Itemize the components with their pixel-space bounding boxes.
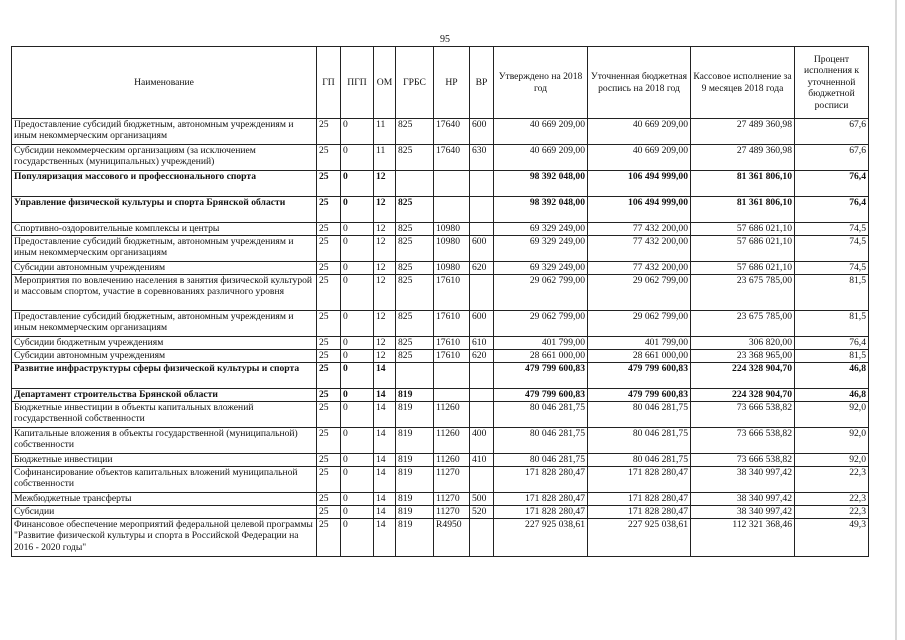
cell-vr: 600	[470, 311, 494, 337]
cell-updated: 106 494 999,00	[588, 171, 691, 197]
cell-grbs: 825	[396, 223, 434, 236]
cell-executed: 224 328 904,70	[691, 363, 795, 389]
cell-percent: 81,5	[795, 350, 869, 363]
cell-nr: 11270	[434, 467, 470, 493]
cell-om: 12	[374, 337, 396, 350]
cell-grbs: 819	[396, 467, 434, 493]
cell-nr	[434, 171, 470, 197]
cell-executed: 73 666 538,82	[691, 428, 795, 454]
cell-grbs: 825	[396, 337, 434, 350]
cell-name: Субсидии автономным учреждениям	[12, 350, 317, 363]
cell-grbs: 819	[396, 454, 434, 467]
cell-percent: 67,6	[795, 119, 869, 145]
table-row	[12, 145, 869, 171]
cell-updated: 171 828 280,47	[588, 493, 691, 506]
cell-vr: 400	[470, 428, 494, 454]
cell-nr: 17640	[434, 119, 470, 145]
cell-grbs: 825	[396, 311, 434, 337]
cell-name: Предоставление субсидий бюджетным, автономным учреждениям и иным некоммерческим организациям	[12, 311, 317, 337]
cell-updated: 77 432 200,00	[588, 262, 691, 275]
col-approved: Утверждено на 2018 год	[494, 47, 588, 119]
cell-name: Департамент строительства Брянской области	[12, 389, 317, 402]
cell-approved: 40 669 209,00	[494, 119, 588, 145]
cell-updated: 479 799 600,83	[588, 389, 691, 402]
cell-pgp: 0	[341, 236, 374, 262]
cell-pgp: 0	[341, 119, 374, 145]
cell-approved: 80 046 281,75	[494, 428, 588, 454]
cell-pgp: 0	[341, 363, 374, 389]
cell-executed: 73 666 538,82	[691, 454, 795, 467]
cell-om: 12	[374, 350, 396, 363]
cell-percent: 46,8	[795, 389, 869, 402]
cell-vr	[470, 275, 494, 311]
cell-grbs: 825	[396, 350, 434, 363]
cell-pgp: 0	[341, 389, 374, 402]
cell-percent: 92,0	[795, 428, 869, 454]
cell-nr: 11260	[434, 428, 470, 454]
cell-executed: 112 321 368,46	[691, 519, 795, 557]
cell-name: Мероприятия по вовлечению населения в занятия физической культурой и массовым спортом, участие в соревнованиях различного уровня	[12, 275, 317, 311]
cell-nr: 11260	[434, 402, 470, 428]
cell-nr: 17610	[434, 350, 470, 363]
table-row	[12, 402, 869, 428]
cell-approved: 69 329 249,00	[494, 223, 588, 236]
table-row	[12, 311, 869, 337]
cell-nr: 17610	[434, 275, 470, 311]
cell-executed: 23 675 785,00	[691, 311, 795, 337]
cell-nr: 17640	[434, 145, 470, 171]
cell-approved: 40 669 209,00	[494, 145, 588, 171]
cell-gp: 25	[317, 428, 341, 454]
cell-executed: 81 361 806,10	[691, 197, 795, 223]
cell-om: 12	[374, 223, 396, 236]
table-row	[12, 223, 869, 236]
cell-name: Развитие инфраструктуры сферы физической культуры и спорта	[12, 363, 317, 389]
table-row	[12, 467, 869, 493]
cell-vr: 620	[470, 262, 494, 275]
cell-pgp: 0	[341, 337, 374, 350]
cell-vr: 610	[470, 337, 494, 350]
cell-executed: 224 328 904,70	[691, 389, 795, 402]
cell-percent: 92,0	[795, 402, 869, 428]
cell-grbs	[396, 171, 434, 197]
cell-gp: 25	[317, 402, 341, 428]
cell-percent: 74,5	[795, 262, 869, 275]
cell-executed: 23 675 785,00	[691, 275, 795, 311]
cell-nr: 11270	[434, 493, 470, 506]
cell-percent: 81,5	[795, 311, 869, 337]
cell-executed: 23 368 965,00	[691, 350, 795, 363]
cell-vr	[470, 519, 494, 557]
cell-nr: 11270	[434, 506, 470, 519]
cell-om: 11	[374, 119, 396, 145]
cell-gp: 25	[317, 262, 341, 275]
cell-grbs: 825	[396, 262, 434, 275]
cell-updated: 106 494 999,00	[588, 197, 691, 223]
cell-grbs: 819	[396, 428, 434, 454]
cell-name: Популяризация массового и профессионального спорта	[12, 171, 317, 197]
cell-executed: 81 361 806,10	[691, 171, 795, 197]
cell-om: 12	[374, 311, 396, 337]
cell-executed: 38 340 997,42	[691, 506, 795, 519]
col-executed: Кассовое исполнение за 9 месяцев 2018 года	[691, 47, 795, 119]
cell-executed: 27 489 360,98	[691, 119, 795, 145]
cell-percent: 76,4	[795, 171, 869, 197]
col-grbs: ГРБС	[396, 47, 434, 119]
cell-gp: 25	[317, 119, 341, 145]
cell-updated: 77 432 200,00	[588, 223, 691, 236]
cell-grbs: 819	[396, 402, 434, 428]
cell-gp: 25	[317, 311, 341, 337]
cell-gp: 25	[317, 454, 341, 467]
cell-approved: 80 046 281,75	[494, 402, 588, 428]
cell-name: Управление физической культуры и спорта Брянской области	[12, 197, 317, 223]
cell-pgp: 0	[341, 519, 374, 557]
table-row	[12, 171, 869, 197]
col-name: Наименование	[12, 47, 317, 119]
cell-nr	[434, 363, 470, 389]
cell-grbs: 819	[396, 506, 434, 519]
cell-grbs	[396, 363, 434, 389]
cell-vr: 630	[470, 145, 494, 171]
cell-vr	[470, 223, 494, 236]
cell-pgp: 0	[341, 311, 374, 337]
cell-name: Субсидии автономным учреждениям	[12, 262, 317, 275]
cell-approved: 80 046 281,75	[494, 454, 588, 467]
cell-grbs: 819	[396, 389, 434, 402]
cell-executed: 306 820,00	[691, 337, 795, 350]
col-pgp: ПГП	[341, 47, 374, 119]
cell-gp: 25	[317, 519, 341, 557]
cell-om: 14	[374, 519, 396, 557]
col-nr: НР	[434, 47, 470, 119]
cell-om: 12	[374, 171, 396, 197]
cell-vr: 410	[470, 454, 494, 467]
cell-name: Спортивно-оздоровительные комплексы и центры	[12, 223, 317, 236]
table-row	[12, 119, 869, 145]
cell-grbs: 825	[396, 145, 434, 171]
cell-om: 14	[374, 467, 396, 493]
cell-vr	[470, 402, 494, 428]
table-row	[12, 350, 869, 363]
cell-percent: 22,3	[795, 506, 869, 519]
table-row	[12, 428, 869, 454]
cell-vr: 620	[470, 350, 494, 363]
cell-approved: 29 062 799,00	[494, 275, 588, 311]
cell-nr	[434, 197, 470, 223]
cell-gp: 25	[317, 506, 341, 519]
cell-om: 14	[374, 454, 396, 467]
cell-gp: 25	[317, 197, 341, 223]
cell-nr: 11260	[434, 454, 470, 467]
cell-om: 12	[374, 197, 396, 223]
cell-percent: 46,8	[795, 363, 869, 389]
table-row	[12, 197, 869, 223]
scan-edge	[895, 0, 897, 640]
cell-percent: 49,3	[795, 519, 869, 557]
cell-gp: 25	[317, 493, 341, 506]
table-row	[12, 493, 869, 506]
table-row	[12, 363, 869, 389]
table-row	[12, 262, 869, 275]
cell-om: 14	[374, 428, 396, 454]
cell-grbs: 819	[396, 493, 434, 506]
cell-gp: 25	[317, 389, 341, 402]
table-row	[12, 389, 869, 402]
table-row	[12, 236, 869, 262]
cell-name: Финансовое обеспечение мероприятий федеральной целевой программы "Развитие физической культуры и спорта в Российской Федерации на 2016 - 2020 годы"	[12, 519, 317, 557]
cell-updated: 80 046 281,75	[588, 454, 691, 467]
cell-updated: 28 661 000,00	[588, 350, 691, 363]
cell-pgp: 0	[341, 223, 374, 236]
cell-percent: 67,6	[795, 145, 869, 171]
col-percent: Процент исполнения к уточненной бюджетной росписи	[795, 47, 869, 119]
cell-nr: 10980	[434, 236, 470, 262]
cell-percent: 76,4	[795, 197, 869, 223]
table-row	[12, 454, 869, 467]
cell-pgp: 0	[341, 145, 374, 171]
col-gp: ГП	[317, 47, 341, 119]
cell-nr: 10980	[434, 262, 470, 275]
table-row	[12, 519, 869, 557]
cell-pgp: 0	[341, 402, 374, 428]
cell-gp: 25	[317, 467, 341, 493]
cell-approved: 98 392 048,00	[494, 197, 588, 223]
cell-name: Бюджетные инвестиции в объекты капитальных вложений государственной собственности	[12, 402, 317, 428]
cell-pgp: 0	[341, 171, 374, 197]
cell-pgp: 0	[341, 506, 374, 519]
cell-executed: 27 489 360,98	[691, 145, 795, 171]
cell-percent: 92,0	[795, 454, 869, 467]
cell-gp: 25	[317, 223, 341, 236]
cell-updated: 80 046 281,75	[588, 402, 691, 428]
cell-updated: 171 828 280,47	[588, 506, 691, 519]
cell-name: Субсидии	[12, 506, 317, 519]
cell-pgp: 0	[341, 493, 374, 506]
cell-percent: 81,5	[795, 275, 869, 311]
cell-updated: 29 062 799,00	[588, 275, 691, 311]
cell-nr: 17610	[434, 337, 470, 350]
cell-executed: 57 686 021,10	[691, 223, 795, 236]
cell-updated: 479 799 600,83	[588, 363, 691, 389]
cell-approved: 28 661 000,00	[494, 350, 588, 363]
cell-approved: 98 392 048,00	[494, 171, 588, 197]
cell-pgp: 0	[341, 262, 374, 275]
cell-percent: 22,3	[795, 493, 869, 506]
cell-updated: 227 925 038,61	[588, 519, 691, 557]
cell-gp: 25	[317, 145, 341, 171]
cell-pgp: 0	[341, 197, 374, 223]
cell-nr: R4950	[434, 519, 470, 557]
cell-updated: 40 669 209,00	[588, 119, 691, 145]
cell-om: 14	[374, 363, 396, 389]
cell-name: Межбюджетные трансферты	[12, 493, 317, 506]
cell-vr	[470, 171, 494, 197]
cell-pgp: 0	[341, 454, 374, 467]
cell-name: Субсидии бюджетным учреждениям	[12, 337, 317, 350]
col-updated: Уточненная бюджетная роспись на 2018 год	[588, 47, 691, 119]
cell-approved: 171 828 280,47	[494, 493, 588, 506]
cell-approved: 227 925 038,61	[494, 519, 588, 557]
cell-vr	[470, 389, 494, 402]
table-row	[12, 337, 869, 350]
cell-percent: 74,5	[795, 223, 869, 236]
cell-percent: 76,4	[795, 337, 869, 350]
cell-percent: 74,5	[795, 236, 869, 262]
cell-gp: 25	[317, 236, 341, 262]
cell-gp: 25	[317, 275, 341, 311]
budget-table	[11, 46, 869, 557]
cell-vr: 520	[470, 506, 494, 519]
cell-vr	[470, 363, 494, 389]
cell-vr	[470, 197, 494, 223]
table-row	[12, 506, 869, 519]
cell-updated: 77 432 200,00	[588, 236, 691, 262]
cell-approved: 479 799 600,83	[494, 363, 588, 389]
cell-om: 14	[374, 389, 396, 402]
cell-gp: 25	[317, 171, 341, 197]
cell-approved: 29 062 799,00	[494, 311, 588, 337]
cell-om: 12	[374, 262, 396, 275]
cell-vr: 500	[470, 493, 494, 506]
cell-grbs: 825	[396, 275, 434, 311]
cell-nr	[434, 389, 470, 402]
cell-pgp: 0	[341, 275, 374, 311]
cell-om: 12	[374, 236, 396, 262]
cell-updated: 401 799,00	[588, 337, 691, 350]
cell-pgp: 0	[341, 428, 374, 454]
cell-grbs: 825	[396, 197, 434, 223]
header-row	[12, 47, 869, 119]
cell-name: Капитальные вложения в объекты государственной (муниципальной) собственности	[12, 428, 317, 454]
cell-name: Бюджетные инвестиции	[12, 454, 317, 467]
table-row	[12, 275, 869, 311]
cell-approved: 479 799 600,83	[494, 389, 588, 402]
cell-updated: 171 828 280,47	[588, 467, 691, 493]
cell-name: Субсидии некоммерческим организациям (за исключением государственных (муниципальных) учреждений)	[12, 145, 317, 171]
cell-approved: 69 329 249,00	[494, 262, 588, 275]
cell-om: 12	[374, 275, 396, 311]
cell-gp: 25	[317, 337, 341, 350]
cell-om: 14	[374, 493, 396, 506]
cell-om: 14	[374, 506, 396, 519]
col-om: ОМ	[374, 47, 396, 119]
cell-updated: 80 046 281,75	[588, 428, 691, 454]
cell-grbs: 819	[396, 519, 434, 557]
cell-om: 11	[374, 145, 396, 171]
cell-grbs: 825	[396, 236, 434, 262]
cell-gp: 25	[317, 350, 341, 363]
cell-gp: 25	[317, 363, 341, 389]
cell-name: Софинансирование объектов капитальных вложений муниципальной собственности	[12, 467, 317, 493]
cell-nr: 10980	[434, 223, 470, 236]
cell-executed: 38 340 997,42	[691, 493, 795, 506]
cell-updated: 29 062 799,00	[588, 311, 691, 337]
cell-name: Предоставление субсидий бюджетным, автономным учреждениям и иным некоммерческим организациям	[12, 119, 317, 145]
cell-approved: 171 828 280,47	[494, 467, 588, 493]
cell-executed: 38 340 997,42	[691, 467, 795, 493]
cell-vr: 600	[470, 236, 494, 262]
page-number: 95	[440, 34, 450, 45]
cell-executed: 73 666 538,82	[691, 402, 795, 428]
cell-pgp: 0	[341, 467, 374, 493]
cell-name: Предоставление субсидий бюджетным, автономным учреждениям и иным некоммерческим организациям	[12, 236, 317, 262]
cell-vr	[470, 467, 494, 493]
cell-percent: 22,3	[795, 467, 869, 493]
cell-executed: 57 686 021,10	[691, 236, 795, 262]
cell-approved: 401 799,00	[494, 337, 588, 350]
cell-vr: 600	[470, 119, 494, 145]
cell-om: 14	[374, 402, 396, 428]
cell-pgp: 0	[341, 350, 374, 363]
cell-grbs: 825	[396, 119, 434, 145]
cell-approved: 171 828 280,47	[494, 506, 588, 519]
cell-nr: 17610	[434, 311, 470, 337]
cell-approved: 69 329 249,00	[494, 236, 588, 262]
cell-executed: 57 686 021,10	[691, 262, 795, 275]
cell-updated: 40 669 209,00	[588, 145, 691, 171]
col-vr: ВР	[470, 47, 494, 119]
